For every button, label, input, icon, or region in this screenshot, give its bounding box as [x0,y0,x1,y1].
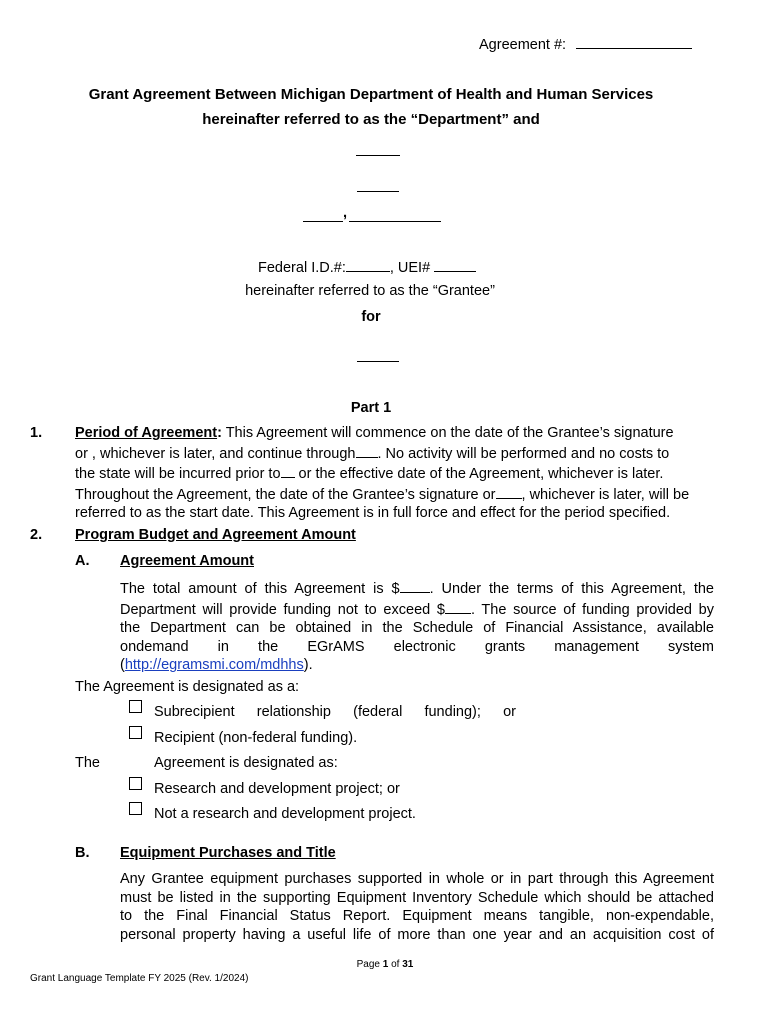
template-footer: Grant Language Template FY 2025 (Rev. 1/2024) [30,973,249,984]
federal-id-blank[interactable] [346,257,390,272]
subrecipient-checkbox[interactable] [129,700,142,713]
uei-label: , UEI# [389,260,431,276]
section-2a-paragraph: The total amount of this Agreement is $ . Under the terms of this Agreement, the Department will provide funding not to exceed $ . The source of funding provided by the Department can be obtained in the Schedule of Financial Assistance, available ondemand in the EGrAMS electronic grants management system (http://egramsmi.com/mdhhs). [120,578,714,675]
recipient-checkbox[interactable] [129,726,142,739]
section-2-number: 2. [30,527,43,543]
funding-max-blank[interactable] [445,599,471,614]
grantee-city-blank[interactable] [303,207,343,222]
grantee-address-blank[interactable] [357,177,399,192]
agreement-number-line [479,34,692,53]
program-name-blank[interactable] [357,347,399,362]
research-project-checkbox[interactable] [129,777,142,790]
federal-id-line [258,257,476,276]
agreement-number-label: Agreement #: [479,37,567,53]
egrams-link[interactable]: http://egramsmi.com/mdhhs [124,657,304,674]
agreement-number-blank[interactable] [576,34,692,49]
title-line-2: hereinafter referred to as the “Department” and [202,111,540,128]
grantee-state-zip-blank[interactable] [349,207,441,222]
subrecipient-option: Subrecipient relationship (federal funding); or [154,704,516,720]
section-2a-line-4: ondemand in the EGrAMS electronic grants management system [120,638,714,655]
part-title: Part 1 [350,400,392,416]
not-research-project-checkbox[interactable] [129,802,142,815]
federal-id-label: Federal I.D.#: [258,260,346,276]
grantee-name-blank[interactable] [356,141,400,156]
start-date-blank[interactable] [496,484,522,499]
section-2b-paragraph: Any Grantee equipment purchases supported in whole or in part through this Agreement must be listed in the supporting Equipment Inventory Schedule which should be attached to the Final Financial Status Report. Equipment means tangible, non-expendable, personal property having a useful life of more than one year and an acquisition cost of [120,871,714,943]
section-2b-heading: Equipment Purchases and Title [120,845,336,861]
section-1-heading: Period of Agreement [75,425,218,441]
not-research-project-option: Not a research and development project. [154,806,416,822]
recipient-option: Recipient (non-federal funding). [154,730,358,746]
section-1-number: 1. [30,425,43,441]
page-number: Page 1 of 31 [356,959,414,970]
agreement-amount-blank[interactable] [400,578,430,593]
section-2a-letter: A. [75,553,90,569]
for-label: for [361,309,381,325]
section-2a-heading: Agreement Amount [120,553,254,569]
grantee-city-comma: , [343,205,348,221]
prior-date-blank[interactable] [281,463,295,478]
section-1-paragraph: Period of Agreement: This Agreement will commence on the date of the Grantee’s signature or , whichever is later, and continue through . No activity will be performed and no costs to the state will be incurred prior to or the effective date of the Agreement, whichever is later. Throughout the Agreement, the date of the Grantee’s signature or , whichever is later, will be referred to as the start date. This Agreement is in full force and effect for the period specified. [75,425,690,522]
section-2-heading: Program Budget and Agreement Amount [75,527,356,543]
designation-1-label: The Agreement is designated as a: [75,679,300,695]
end-date-blank[interactable] [356,443,378,458]
designation-2-the: The [75,755,100,771]
uei-blank[interactable] [434,257,476,272]
research-project-option: Research and development project; or [154,781,400,797]
section-2b-letter: B. [75,845,90,861]
designation-2-label: Agreement is designated as: [154,755,338,771]
title-line-1: Grant Agreement Between Michigan Department of Health and Human Services [88,86,654,103]
grantee-referred-as: hereinafter referred to as the “Grantee” [245,283,495,299]
